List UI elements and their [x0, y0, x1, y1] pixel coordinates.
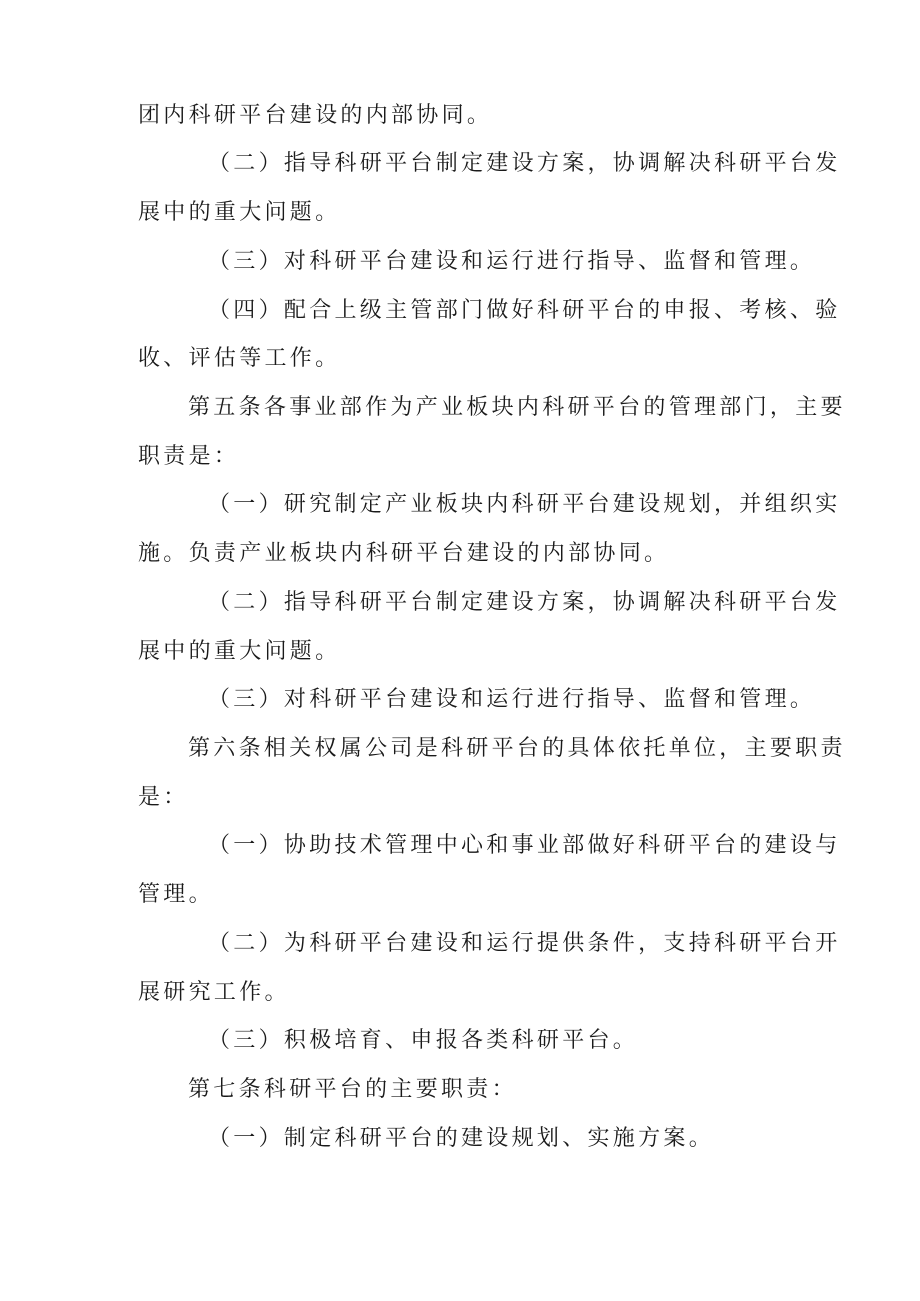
text-line: 施。负责产业板块内科研平台建设的内部协同。	[138, 541, 670, 566]
text-line: （一）协助技术管理中心和事业部做好科研平台的建设与	[208, 833, 841, 858]
text-line: （一）研究制定产业板块内科研平台建设规划，并组织实	[208, 492, 841, 517]
text-line: 收、评估等工作。	[138, 346, 341, 371]
article-heading-line: 第六条相关权属公司是科研平台的具体依托单位，主要职责	[188, 736, 846, 761]
article-heading-line: 第七条科研平台的主要职责：	[188, 1077, 517, 1102]
text-line: 管理。	[138, 882, 214, 907]
article-heading-line: 第五条各事业部作为产业板块内科研平台的管理部门，主要	[188, 395, 846, 420]
text-line: （一）制定科研平台的建设规划、实施方案。	[208, 1126, 715, 1151]
text-line: 职责是：	[138, 444, 240, 469]
text-line: 是：	[138, 785, 189, 810]
text-line: （三）对科研平台建设和运行进行指导、监督和管理。	[208, 249, 816, 274]
text-line: 展中的重大问题。	[138, 200, 341, 225]
text-line: （二）为科研平台建设和运行提供条件，支持科研平台开	[208, 931, 841, 956]
text-line: 团内科研平台建设的内部协同。	[138, 103, 493, 128]
text-line: 展中的重大问题。	[138, 639, 341, 664]
text-line: （二）指导科研平台制定建设方案，协调解决科研平台发	[208, 590, 841, 615]
text-line: （三）对科研平台建设和运行进行指导、监督和管理。	[208, 687, 816, 712]
text-line: （二）指导科研平台制定建设方案，协调解决科研平台发	[208, 151, 841, 176]
text-line: （三）积极培育、申报各类科研平台。	[208, 1028, 639, 1053]
text-line: 展研究工作。	[138, 980, 290, 1005]
text-line: （四）配合上级主管部门做好科研平台的申报、考核、验	[208, 298, 841, 323]
